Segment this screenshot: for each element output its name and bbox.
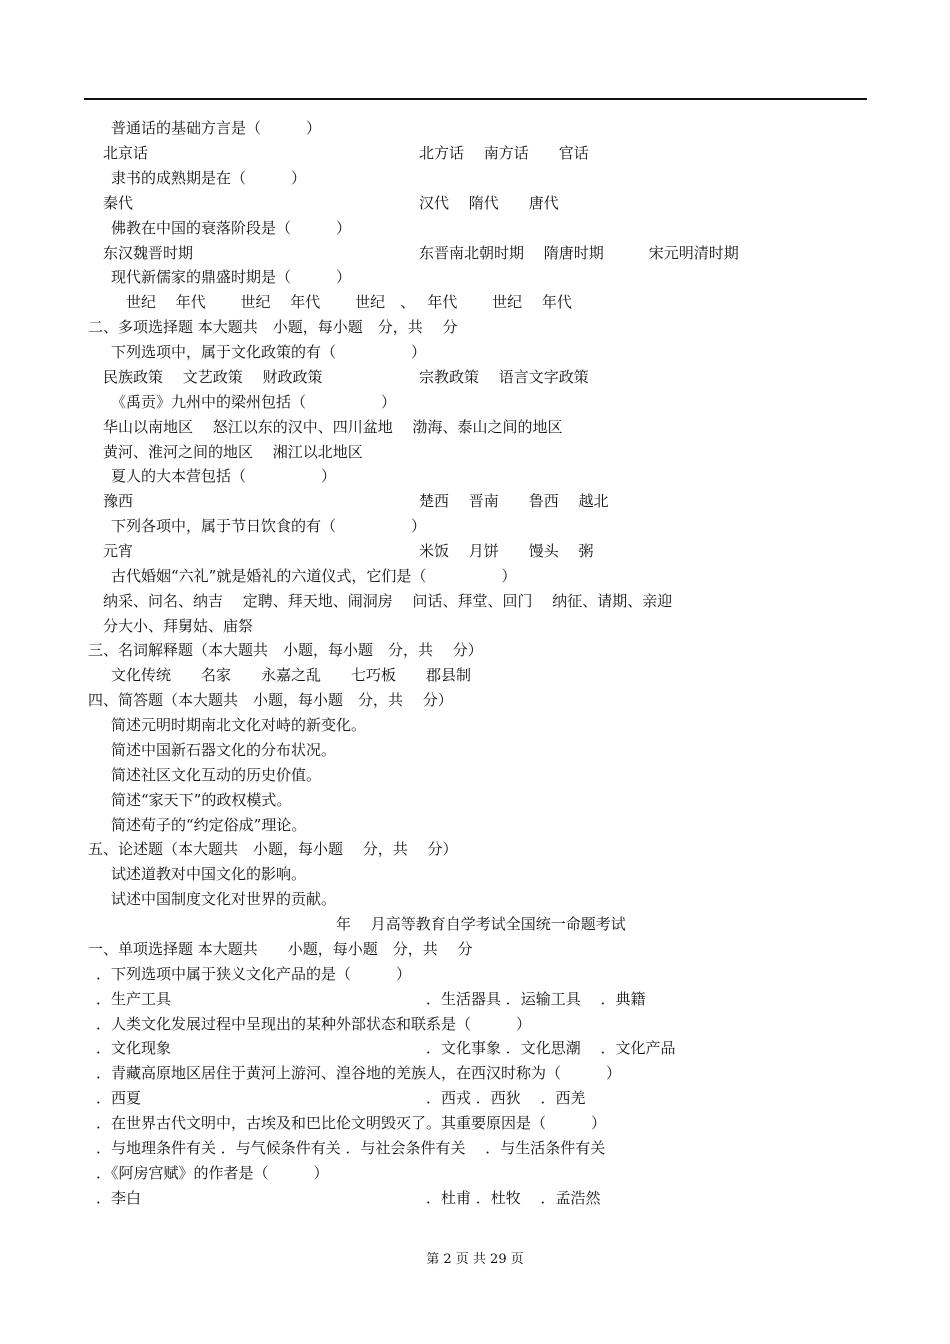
doc-line-38: [96, 1037, 676, 1059]
line-text: 黄河、淮河之间的地区 湘江以北地区: [103, 443, 363, 461]
line-text: ．下列选项中属于狭义文化产品的是（ ）: [96, 965, 412, 983]
doc-line-37: [96, 1013, 531, 1035]
doc-line-19: [111, 565, 516, 587]
line-text: ．青藏高原地区居住于黄河上游河、湟谷地的羌族人，在西汉时称为（ ）: [96, 1064, 622, 1082]
doc-line-13: [103, 416, 563, 438]
line-text: 东汉魏晋时期: [103, 244, 194, 262]
doc-line-10: [111, 341, 426, 363]
line-text: 世纪 年代 世纪 年代 世纪 、 年代 世纪 年代: [126, 293, 572, 311]
line-text: 元宵: [103, 542, 134, 560]
line-text-col2: 北方话 南方话 官话: [419, 144, 589, 162]
doc-line-33: [336, 913, 626, 935]
line-text: ．在世界古代文明中，古埃及和巴比伦文明毁灭了。其重要原因是（ ）: [96, 1114, 607, 1132]
doc-line-28: [111, 789, 291, 811]
header-rule: [84, 98, 867, 100]
line-text: 简述荀子的“约定俗成”理论。: [111, 816, 307, 834]
line-text-col2: ．生活器具 ．运输工具 ．典籍: [426, 990, 646, 1008]
line-text: ．西夏: [96, 1089, 142, 1107]
line-text-col2: 宗教政策 语言文字政策: [419, 368, 589, 386]
doc-line-12: [111, 391, 396, 413]
line-text: 秦代: [103, 194, 134, 212]
line-text-col2: ．文化事象 ．文化思潮 ．文化产品: [426, 1039, 676, 1057]
line-text: 下列各项中，属于节日饮食的有（ ）: [111, 517, 427, 535]
line-text: 简述中国新石器文化的分布状况。: [111, 741, 337, 759]
doc-line-31: [111, 863, 306, 885]
line-text: 隶书的成熟期是在（ ）: [111, 169, 307, 187]
doc-line-15: [111, 465, 336, 487]
line-text: ．文化现象: [96, 1039, 172, 1057]
line-text: 四、简答题（本大题共 小题，每小题 分，共 分）: [88, 691, 453, 709]
line-text: 普通话的基础方言是（ ）: [111, 119, 322, 137]
doc-line-24: [88, 689, 453, 711]
line-text: 试述中国制度文化对世界的贡献。: [111, 890, 337, 908]
doc-line-6: [103, 242, 739, 264]
doc-line-32: [111, 888, 336, 910]
line-text: ．李白: [96, 1189, 142, 1207]
line-text: 《禹贡》九州中的梁州包括（ ）: [111, 393, 397, 411]
line-text: 二、多项选择题 本大题共 小题，每小题 分，共 分: [88, 318, 458, 336]
line-text: 一、单项选择题 本大题共 小题，每小题 分，共 分: [88, 940, 473, 958]
line-text: ．与地理条件有关 ．与气候条件有关 ．与社会条件有关 ．与生活条件有关: [96, 1139, 606, 1157]
doc-line-30: [88, 838, 458, 860]
doc-line-34: [88, 938, 473, 960]
doc-line-43: [96, 1162, 329, 1184]
page-footer: 第 2 页 共 29 页: [426, 1252, 524, 1267]
line-text: 简述社区文化互动的历史价值。: [111, 766, 322, 784]
line-text: ．人类文化发展过程中呈现出的某种外部状态和联系是（ ）: [96, 1015, 532, 1033]
doc-line-2: [103, 142, 589, 164]
line-text: 豫西: [103, 492, 134, 510]
line-text: 夏人的大本营包括（ ）: [111, 467, 337, 485]
doc-line-41: [96, 1112, 606, 1134]
line-text: ．《阿房宫赋》的作者是（ ）: [96, 1164, 329, 1182]
line-text: 五、论述题（本大题共 小题，每小题 分，共 分）: [88, 840, 458, 858]
line-text: 下列选项中，属于文化政策的有（ ）: [111, 343, 427, 361]
line-text: 简述元明时期南北文化对峙的新变化。: [111, 716, 367, 734]
doc-line-29: [111, 814, 306, 836]
line-text-col2: ．西戎 ．西狄 ．西羌: [426, 1089, 586, 1107]
doc-line-23: [111, 664, 471, 686]
doc-line-39: [96, 1062, 621, 1084]
line-text: 民族政策 文艺政策 财政政策: [103, 368, 323, 386]
line-text: 现代新儒家的鼎盛时期是（ ）: [111, 268, 352, 286]
doc-line-4: [103, 192, 559, 214]
doc-line-42: [96, 1137, 605, 1159]
doc-line-3: [111, 167, 306, 189]
doc-line-9: [88, 316, 458, 338]
doc-line-8: [126, 291, 572, 313]
doc-line-40: [96, 1087, 586, 1109]
doc-line-35: [96, 963, 411, 985]
doc-line-22: [88, 639, 483, 661]
doc-line-11: [103, 366, 589, 388]
doc-line-27: [111, 764, 321, 786]
line-text-col2: 楚西 晋南 鲁西 越北: [419, 492, 609, 510]
doc-line-20: [103, 590, 672, 612]
doc-line-7: [111, 266, 351, 288]
doc-line-17: [111, 515, 426, 537]
doc-line-14: [103, 441, 363, 463]
line-text: 北京话: [103, 144, 149, 162]
line-text-col2: 米饭 月饼 馒头 粥: [419, 542, 594, 560]
line-text: 简述“家天下”的政权模式。: [111, 791, 292, 809]
doc-line-16: [103, 490, 609, 512]
line-text-col2: ．杜甫 ．杜牧 ．孟浩然: [426, 1189, 601, 1207]
line-text: ．生产工具: [96, 990, 172, 1008]
line-text: 华山以南地区 怒江以东的汉中、四川盆地 渤海、泰山之间的地区: [103, 418, 563, 436]
line-text: 年 月高等教育自学考试全国统一命题考试: [336, 915, 626, 933]
doc-line-44: [96, 1187, 601, 1209]
line-text-col2: 东晋南北朝时期 隋唐时期 宋元明清时期: [419, 244, 739, 262]
doc-line-1: [111, 117, 321, 139]
line-text: 佛教在中国的衰落阶段是（ ）: [111, 219, 352, 237]
doc-line-21: [103, 615, 253, 637]
line-text: 纳采、问名、纳吉 定聘、拜天地、闹洞房 问话、拜堂、回门 纳征、请期、亲迎: [103, 592, 673, 610]
line-text: 文化传统 名家 永嘉之乱 七巧板 郡县制: [111, 666, 472, 684]
line-text: 试述道教对中国文化的影响。: [111, 865, 307, 883]
doc-line-18: [103, 540, 594, 562]
line-text: 三、名词解释题（本大题共 小题，每小题 分，共 分）: [88, 641, 483, 659]
line-text: 分大小、拜舅姑、庙祭: [103, 617, 254, 635]
doc-line-36: [96, 988, 646, 1010]
doc-line-25: [111, 714, 366, 736]
line-text-col2: 汉代 隋代 唐代: [419, 194, 559, 212]
line-text: 古代婚姻“六礼”就是婚礼的六道仪式，它们是（ ）: [111, 567, 517, 585]
doc-line-5: [111, 217, 351, 239]
doc-line-26: [111, 739, 336, 761]
